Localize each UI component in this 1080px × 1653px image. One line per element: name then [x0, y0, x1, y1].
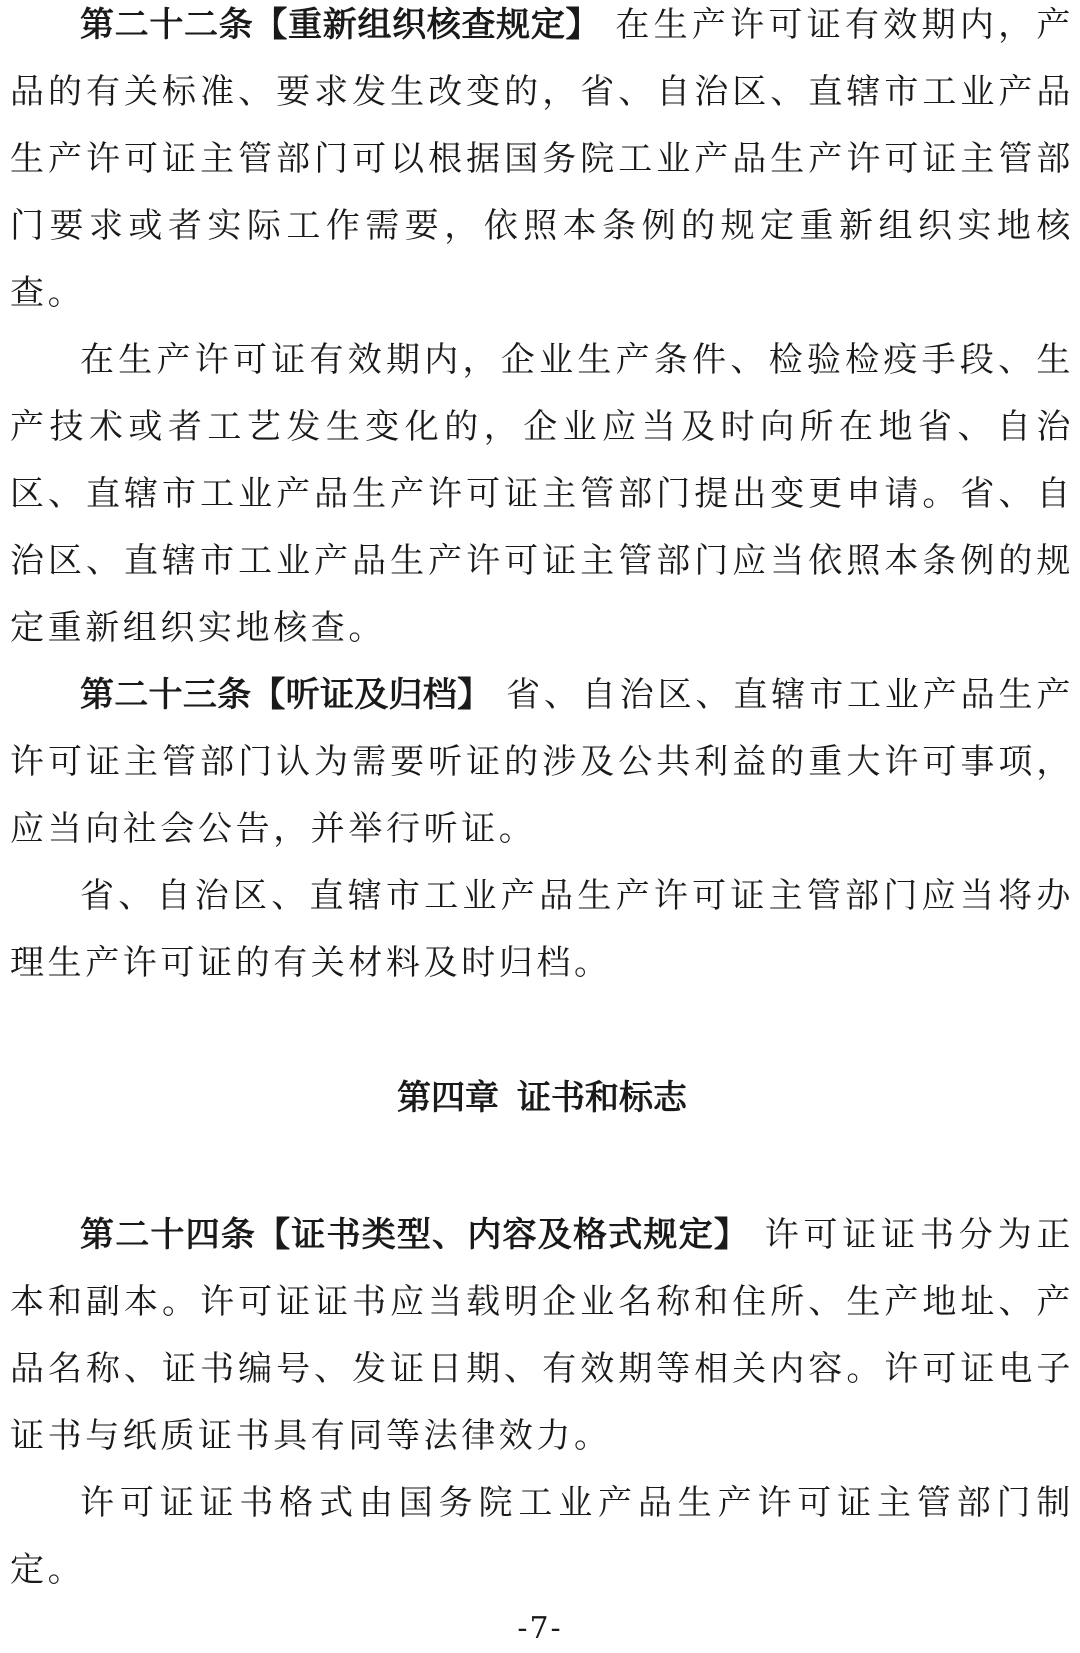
article-24-paragraph-2: 许可证证书格式由国务院工业产品生产许可证主管部门制定。: [10, 1483, 1074, 1590]
article-23-paragraph-2: 省、自治区、直辖市工业产品生产许可证主管部门应当将办理生产许可证的有关材料及时归档。: [10, 876, 1074, 983]
article-22-paragraph: [10, 0, 1074, 327]
article-23-heading: 第二十三条【听证及归档】: [80, 675, 492, 715]
chapter-name: 证书和标志: [517, 1078, 687, 1118]
chapter-number: 第四章: [397, 1078, 499, 1118]
article-23-paragraph: [10, 662, 1074, 863]
chapter-title: [10, 1065, 1074, 1132]
article-24-heading: 第二十四条【证书类型、内容及格式规定】: [80, 1215, 750, 1255]
page-number: -7-: [517, 1611, 563, 1646]
document-page: [10, 0, 1074, 1604]
article-22-heading: 第二十二条【重新组织核查规定】: [80, 5, 601, 45]
article-22-paragraph-2: 在生产许可证有效期内，企业生产条件、检验检疫手段、生产技术或者工艺发生变化的，企业应当及时向所在地省、自治区、直辖市工业产品生产许可证主管部门提出变更申请。省、自治区、直辖市工业产品生产许可证主管部门应当依照本条例的规定重新组织实地核查。: [10, 340, 1074, 648]
article-24-text: 许可证证书分为正本和副本。许可证证书应当载明企业名称和住所、生产地址、产品名称、证书编号、发证日期、有效期等相关内容。许可证电子证书与纸质证书具有同等法律效力。: [10, 1215, 1074, 1456]
article-24-paragraph: [10, 1202, 1074, 1470]
article-23-text: 省、自治区、直辖市工业产品生产许可证主管部门认为需要听证的涉及公共利益的重大许可事项，应当向社会公告，并举行听证。: [10, 675, 1075, 849]
article-22-text: 在生产许可证有效期内，产品的有关标准、要求发生改变的，省、自治区、直辖市工业产品生产许可证主管部门可以根据国务院工业产品生产许可证主管部门要求或者实际工作需要，依照本条例的规定重新组织实地核查。: [10, 5, 1074, 313]
